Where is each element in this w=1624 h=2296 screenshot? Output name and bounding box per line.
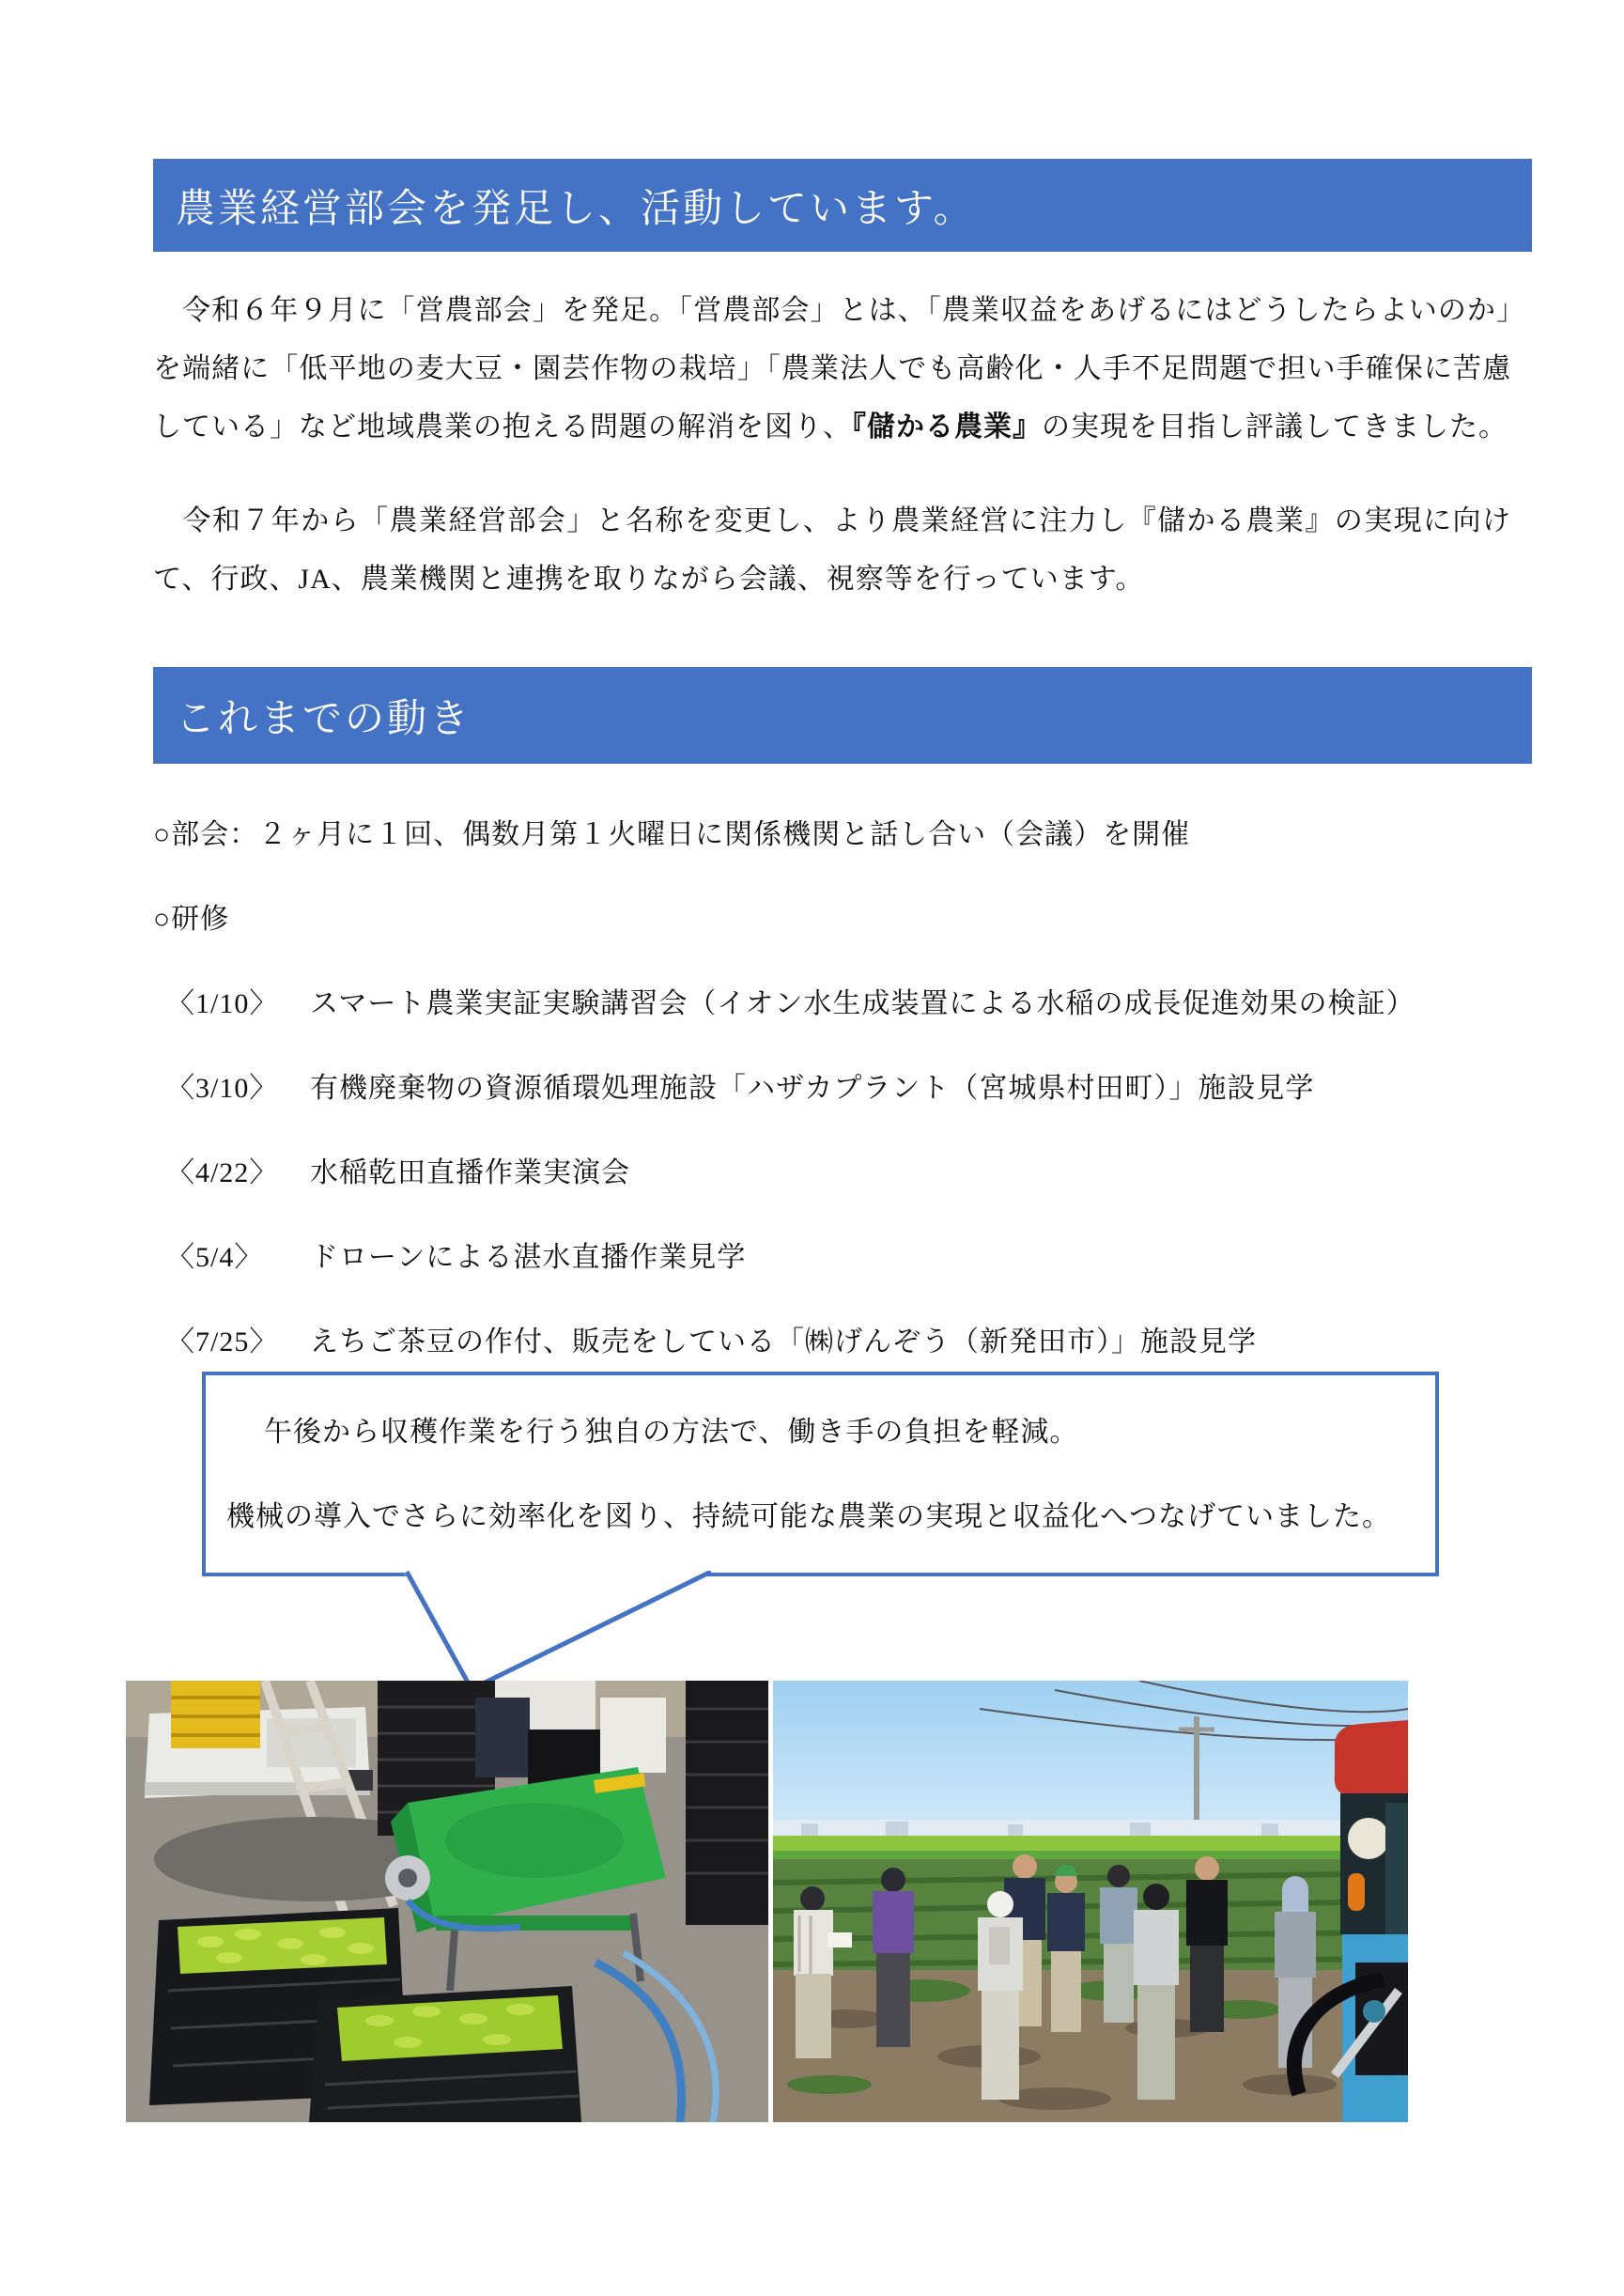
person-back-right — [1134, 1884, 1179, 2100]
activity-training-header: ○研修 — [153, 904, 230, 935]
activity-text: 有機廃棄物の資源循環処理施設「ハザカプラント（宮城県村田町）」施設見学 — [310, 1073, 1315, 1104]
activity-date: 〈3/10〉 — [166, 1073, 279, 1104]
activity-item — [153, 1157, 1524, 1242]
activity-item — [153, 1073, 1524, 1157]
person-black-polo — [1186, 1856, 1228, 2032]
right-photo — [773, 1681, 1408, 2122]
person-back-white-cap — [978, 1891, 1023, 2100]
activity-date: 〈4/22〉 — [166, 1157, 279, 1188]
activity-date: 〈5/4〉 — [166, 1242, 264, 1273]
activity-text: スマート農業実証実験講習会（イオン水生成装置による水稲の成長促進効果の検証） — [310, 988, 1415, 1019]
section-banner-founding — [153, 159, 1532, 252]
intro-paragraph-2 — [153, 492, 1511, 609]
intro-paragraph-2-text: 令和７年から「農業経営部会」と名称を変更し、より農業経営に注力し『儲かる農業』の実現に向けて、行政、JA、農業機関と連携を取りながら会議、視察等を行っています。 — [153, 505, 1511, 595]
section-title-history: これまでの動き — [176, 697, 472, 741]
black-crate-stack-right — [686, 1681, 768, 1925]
rice-field-band — [773, 1836, 1408, 1851]
activity-text: 水稲乾田直播作業実演会 — [310, 1157, 630, 1188]
activity-item — [153, 1242, 1524, 1326]
activity-date: 〈1/10〉 — [166, 988, 279, 1019]
callout-tail-pointer — [202, 1571, 766, 1695]
section-title-founding: 農業経営部会を発足し、活動しています。 — [176, 187, 976, 231]
person-gray-blue — [1100, 1865, 1137, 2023]
activity-item — [153, 988, 1524, 1073]
yellow-crates — [171, 1681, 260, 1748]
person-purple-shirt — [873, 1868, 914, 2047]
edamame-crate-2 — [309, 1986, 581, 2122]
activity-text: ドローンによる湛水直播作業見学 — [310, 1242, 747, 1273]
activity-list — [153, 819, 1524, 1411]
activity-text: えちご茶豆の作付、販売をしている「㈱げんぞう（新発田市）」施設見学 — [310, 1326, 1257, 1357]
intro-paragraph-1-text: 令和６年９月に「営農部会」を発足。「営農部会」とは、「農業収益をあげるにはどうしたらよいのか」を端緒に「低平地の麦大豆・園芸作物の栽培」「農業法人でも高齢化・人手不足問題で担い手確保に苦慮している」など地域農業の抱える問題の解消を図り、 — [153, 295, 1511, 442]
activity-meeting-line: ○部会：２ヶ月に１回、偶数月第１火曜日に関係機関と話し合い（会議）を開催 — [153, 819, 1191, 850]
intro-paragraph-1 — [153, 282, 1511, 457]
callout-line-2: 機械の導入でさらに効率化を図り、持続可能な農業の実現と収益化へつなげていました。 — [226, 1501, 1391, 1532]
intro-paragraph-1-bold: 『儲かる農業』 — [852, 411, 1042, 442]
activity-date: 〈7/25〉 — [166, 1326, 279, 1357]
section-banner-history — [153, 667, 1532, 764]
left-photo — [126, 1681, 768, 2122]
callout-line-1: 午後から収穫作業を行う独自の方法で、働き手の負担を軽減。 — [264, 1417, 1079, 1448]
intro-paragraph-1-tail: の実現を目指し評議してきました。 — [1042, 411, 1508, 442]
callout-box — [202, 1372, 1439, 1576]
